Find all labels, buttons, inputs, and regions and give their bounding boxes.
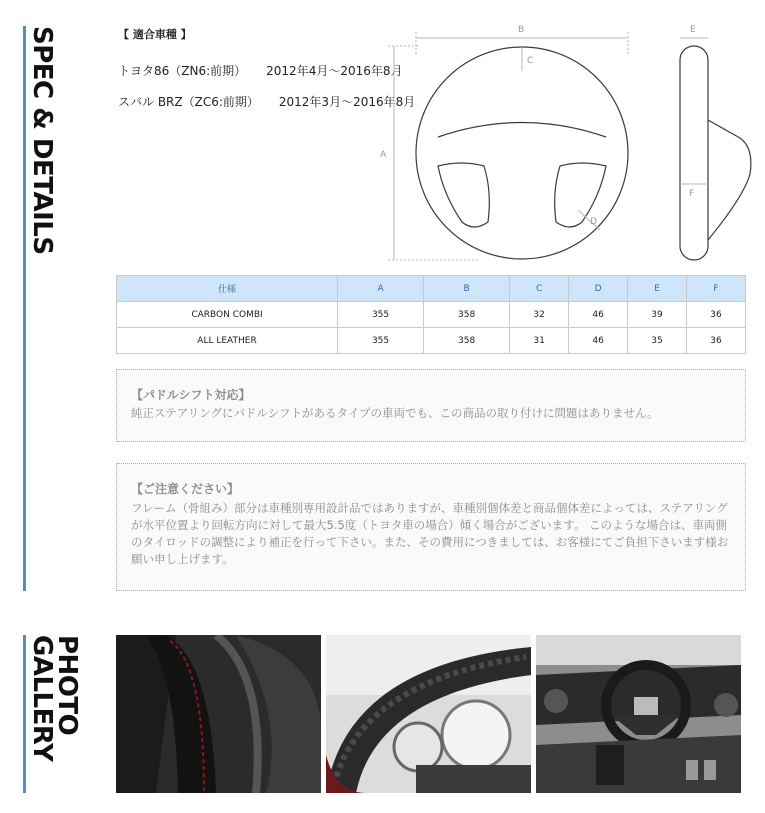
spec-section-accent-bar (23, 26, 26, 591)
spec-header-cell: D (569, 276, 628, 302)
spec-header-cell: 仕様 (117, 276, 338, 302)
wheel-opening-left (438, 163, 489, 227)
spec-header-cell: E (628, 276, 687, 302)
paddle-shift-note (116, 369, 746, 442)
caution-text: フレーム（骨組み）部分は車種別専用設計品ではありますが、車種別個体差と商品個体差によっては、ステアリングが水平位置より回転方向に対して最大5.5度（トヨタ車の場合）傾く場合がございます。 このような場合は、車両側のタイロッドの調整により補正を行って下さい。また、その費用につきましては、お客様にてご負担下さいます様お願い申し上げます。 (131, 501, 729, 566)
spec-cell: 46 (569, 302, 628, 328)
gallery-photo-carbon-gauges[interactable] (326, 635, 531, 793)
compat-car-1 (118, 64, 403, 78)
caution-title: 【ご注意ください】 (131, 482, 240, 496)
dim-label-b: B (518, 25, 525, 35)
spec-section-title: SPEC & DETAILS (27, 26, 57, 255)
spec-table-header-row (117, 276, 746, 302)
spec-header-cell: F (687, 276, 746, 302)
spec-cell: 358 (424, 328, 510, 354)
gallery-photo-leather-grip[interactable] (116, 635, 321, 793)
spec-header-cell: B (424, 276, 510, 302)
dim-label-a: A (380, 150, 387, 160)
spec-cell: 35 (628, 328, 687, 354)
dimension-diagram (378, 16, 758, 268)
dim-label-c: C (527, 56, 534, 66)
gallery-section-title: PHOTO GALLERY (27, 635, 82, 762)
caution-note (116, 463, 746, 591)
paddle-shift-title: 【パドルシフト対応】 (131, 388, 251, 402)
wheel-opening-right (555, 163, 606, 227)
spec-cell: 355 (338, 328, 424, 354)
spec-header-cell: A (338, 276, 424, 302)
car-period: 2012年3月～2016年8月 (278, 95, 416, 109)
car-period: 2012年4月～2016年8月 (266, 64, 403, 78)
car-model: スバル BRZ（ZC6:前期） (118, 95, 259, 109)
table-row (117, 302, 746, 328)
spec-cell: 32 (510, 302, 569, 328)
spec-header-cell: C (510, 276, 569, 302)
wheel-side-rim (680, 46, 708, 260)
gallery-photo-interior[interactable] (536, 635, 741, 793)
spec-cell: 31 (510, 328, 569, 354)
compat-car-2 (118, 95, 418, 109)
spec-cell: ALL LEATHER (117, 328, 338, 354)
spec-cell: 36 (687, 328, 746, 354)
wheel-spoke-upper (438, 123, 606, 138)
gallery-section-accent-bar (23, 635, 26, 793)
spec-cell: 358 (424, 302, 510, 328)
table-row (117, 328, 746, 354)
spec-cell: 46 (569, 328, 628, 354)
compat-heading: 【 適合車種 】 (118, 28, 192, 41)
spec-table (116, 275, 746, 354)
paddle-shift-text: 純正ステアリングにパドルシフトがあるタイプの車両でも、この商品の取り付けに問題はありません。 (131, 406, 659, 420)
spec-cell: 39 (628, 302, 687, 328)
spec-cell: 355 (338, 302, 424, 328)
dim-label-d: D (590, 217, 597, 227)
wheel-side-hub (708, 120, 751, 240)
spec-cell: CARBON COMBI (117, 302, 338, 328)
car-model: トヨタ86（ZN6:前期） (118, 64, 247, 78)
spec-cell: 36 (687, 302, 746, 328)
dim-label-e: E (690, 25, 696, 35)
dim-label-f: F (689, 189, 695, 199)
